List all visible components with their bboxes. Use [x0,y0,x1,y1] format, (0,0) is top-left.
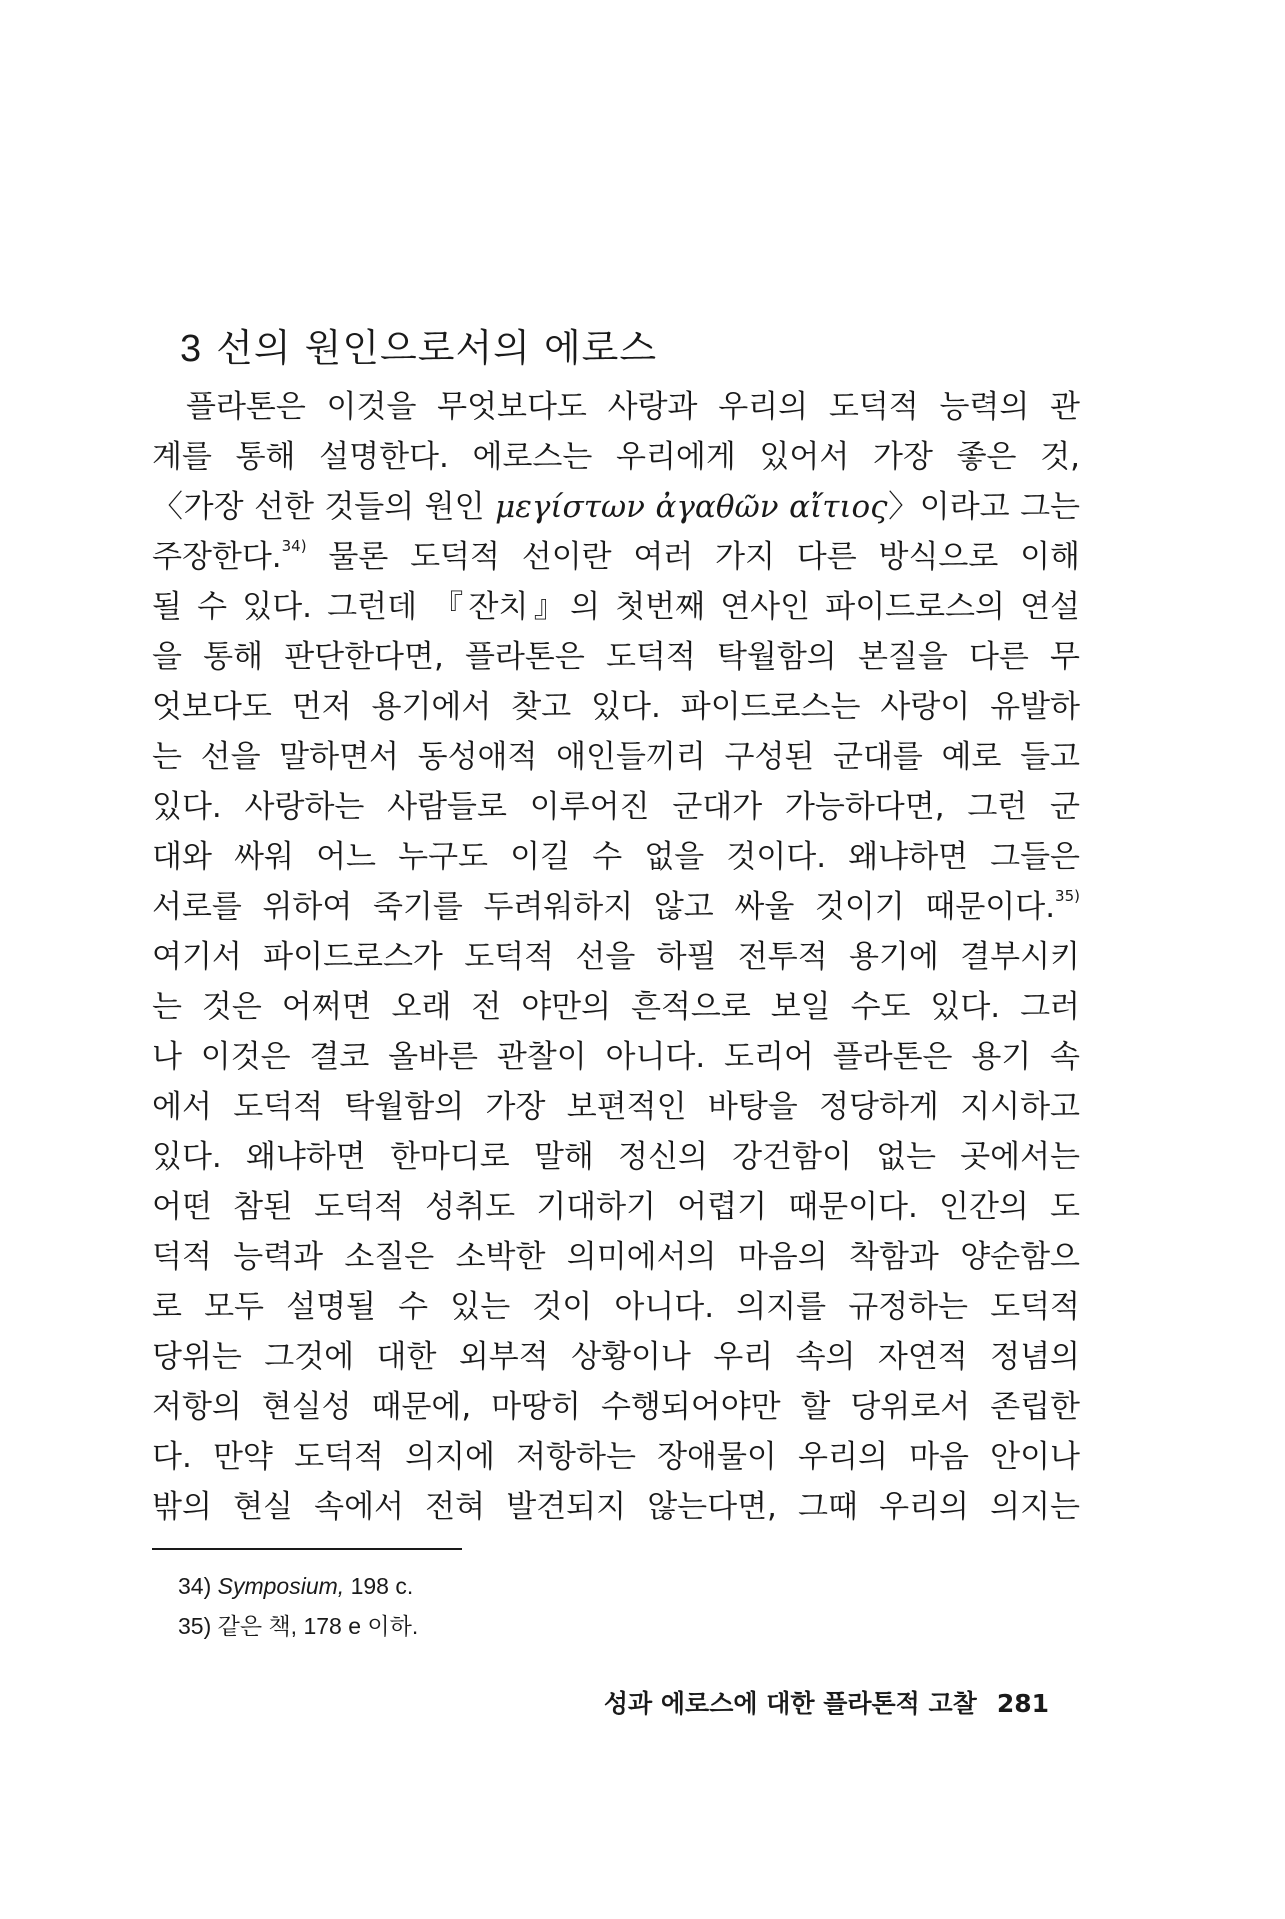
body-text [152,382,1080,1532]
text-line: 덕적 능력과 소질은 소박한 의미에서의 마음의 착함과 양순함으 [152,1239,1080,1275]
greek-phrase: μεγίστων ἀγαθῶν αἴτιος [495,489,888,525]
footnote-item [178,1606,418,1646]
text-line: 계를 통해 설명한다. 에로스는 우리에게 있어서 가장 좋은 것, [152,439,1080,475]
section-title: 선의 원인으로서의 에로스 [216,325,658,370]
text-line: 엇보다도 먼저 용기에서 찾고 있다. 파이드로스는 사랑이 유발하 [152,689,1080,725]
section-number: 3 [180,327,203,370]
footnote-item [178,1566,418,1606]
text-line: 다. 만약 도덕적 의지에 저항하는 장애물이 우리의 마음 안이나 [152,1439,1080,1475]
running-title: 성과 에로스에 대한 플라톤적 고찰 [603,1689,977,1718]
text-line: 로 모두 설명될 수 있는 것이 아니다. 의지를 규정하는 도덕적 [152,1289,1080,1325]
text-line: 〈가장 선한 것들의 원인 μεγίστων ἀγαθῶν αἴτιος〉이라고 그는 [152,489,1080,525]
text-line: 당위는 그것에 대한 외부적 상황이나 우리 속의 자연적 정념의 [152,1339,1080,1375]
text-line: 될 수 있다. 그런데 『잔치』의 첫번째 연사인 파이드로스의 연설 [152,589,1080,625]
text-line: 어떤 참된 도덕적 성취도 기대하기 어렵기 때문이다. 인간의 도 [152,1189,1080,1225]
text-line: 는 선을 말하면서 동성애적 애인들끼리 구성된 군대를 예로 들고 [152,739,1080,775]
footnote-text: 198 c. [344,1573,414,1599]
footnotes [178,1566,418,1646]
text-line: 있다. 사랑하는 사람들로 이루어진 군대가 가능하다면, 그런 군 [152,789,1080,825]
footnote-label: 34) [178,1573,212,1599]
footnote-divider [152,1548,462,1550]
text-line: 주장한다.$^{34)}$ 물론 도덕적 선이란 여러 가지 다른 방식으로 이해 [152,537,1080,575]
text-line: 있다. 왜냐하면 한마디로 말해 정신의 강건함이 없는 곳에서는 [152,1139,1080,1175]
text-line: 대와 싸워 어느 누구도 이길 수 없을 것이다. 왜냐하면 그들은 [152,839,1080,875]
footnote-title: Symposium, [217,1573,345,1599]
footnote-marker: 34) [281,537,307,555]
footnote-marker: 35) [1055,887,1080,905]
text-line: 밖의 현실 속에서 전혀 발견되지 않는다면, 그때 우리의 의지는 [152,1489,1080,1525]
text-line: 플라톤은 이것을 무엇보다도 사랑과 우리의 도덕적 능력의 관 [186,389,1080,425]
text-line: 을 통해 판단한다면, 플라톤은 도덕적 탁월함의 본질을 다른 무 [152,639,1080,675]
footnote-text: 같은 책, 178 e 이하. [211,1613,419,1639]
text-line: 나 이것은 결코 올바른 관찰이 아니다. 도리어 플라톤은 용기 속 [152,1039,1080,1075]
text-line: 여기서 파이드로스가 도덕적 선을 하필 전투적 용기에 결부시키 [152,939,1080,975]
text-line: 서로를 위하여 죽기를 두려워하지 않고 싸울 것이기 때문이다.$^{35)}$ [152,887,1080,925]
text-line: 에서 도덕적 탁월함의 가장 보편적인 바탕을 정당하게 지시하고 [152,1089,1080,1125]
section-heading [180,317,657,372]
text-line: 는 것은 어쩌면 오래 전 야만의 흔적으로 보일 수도 있다. 그러 [152,989,1080,1025]
page-number: 281 [996,1689,1049,1718]
footnote-label: 35) [178,1613,212,1639]
running-footer [604,1684,1049,1720]
text-line: 저항의 현실성 때문에, 마땅히 수행되어야만 할 당위로서 존립한 [152,1389,1080,1425]
